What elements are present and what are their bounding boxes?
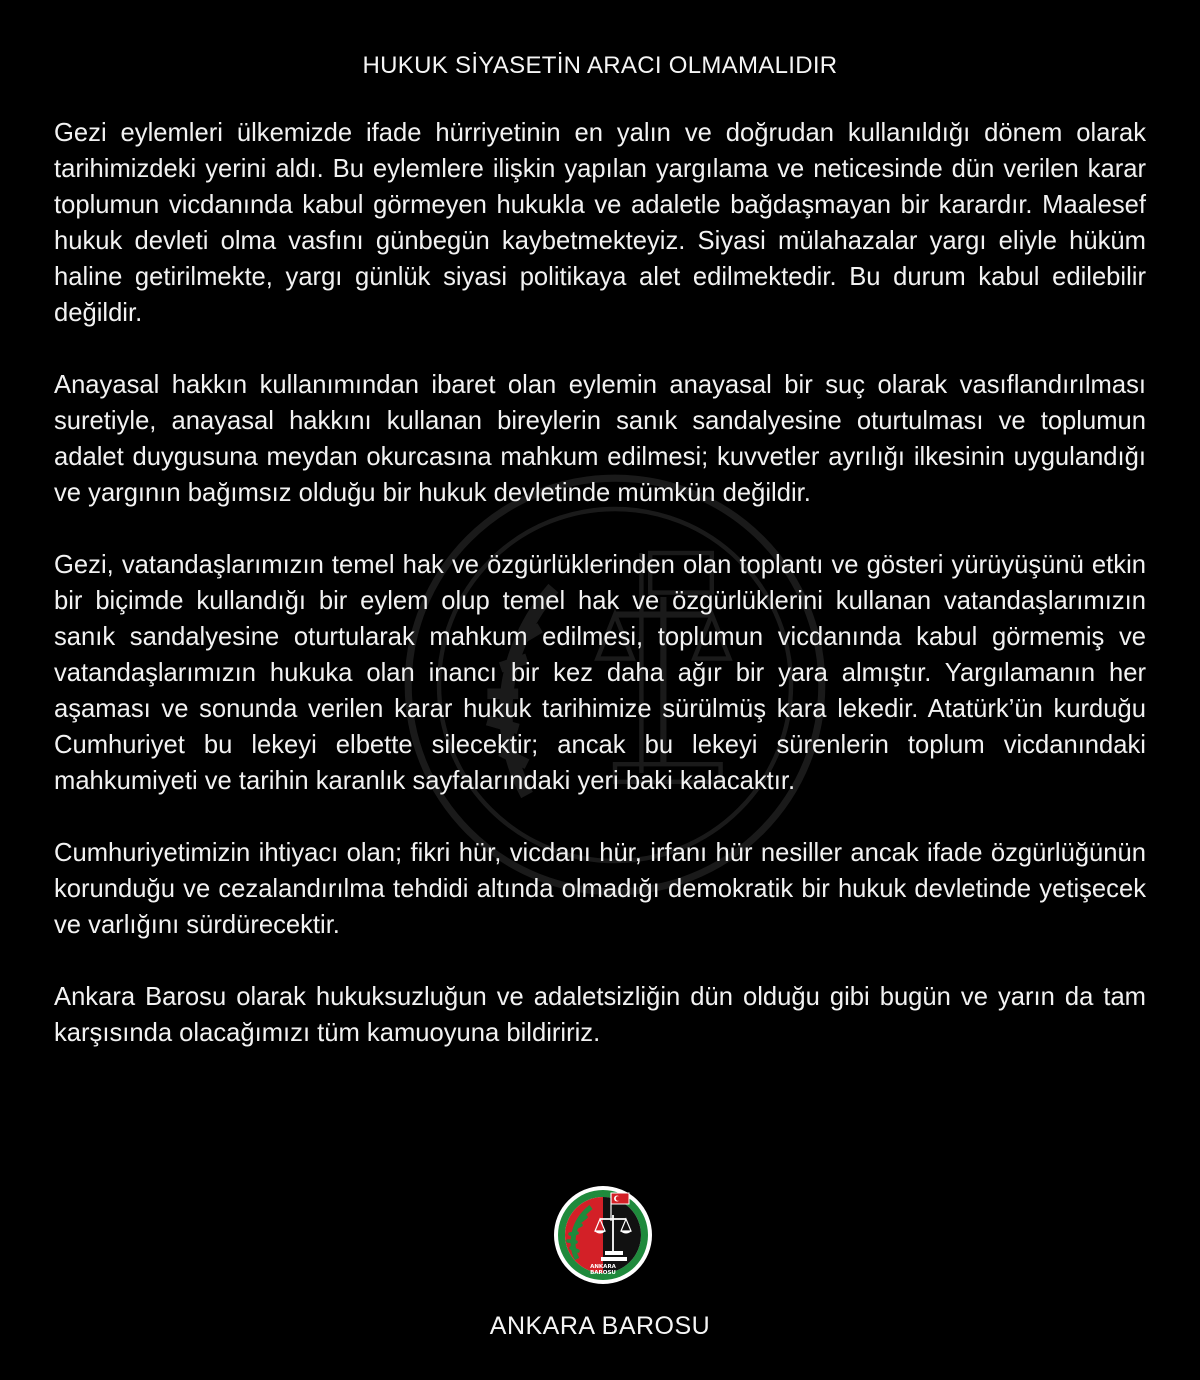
svg-text:ANKARA: ANKARA (590, 1264, 616, 1270)
paragraph: Gezi eylemleri ülkemizde ifade hürriyetinin en yalın ve doğrudan kullanıldığı dönem olarak tarihimizdeki yerini aldı. Bu eylemlere ilişkin yapılan yargılama ve neticesinde dün verilen karar toplumun vicdanında kabul görmeyen hukukla ve adaletle bağdaşmayan bir karardır. Maalesef hukuk devleti olma vasfını günbegün kaybetmekteyiz. Siyasi mülahazalar yargı eliyle hüküm haline getirilmekte, yargı günlük siyasi politikaya alet edilmektedir. Bu durum kabul edilebilir değildir. (54, 119, 1146, 327)
signature: ANKARA BAROSU (489, 1312, 711, 1340)
page-title: HUKUK SİYASETİN ARACI OLMAMALIDIR (362, 52, 838, 79)
paragraph: Anayasal hakkın kullanımından ibaret olan eylemin anayasal bir suç olarak vasıflandırılması suretiyle, anayasal hakkını kullanan bireylerin sanık sandalyesine oturtulması ve toplumun adalet duygusuna meydan okurcasına mahkum edilmesi; kuvvetler ayrılığı ilkesinin uygulandığı ve yargının bağımsız olduğu bir hukuk devletinde mümkün değildir. (54, 371, 1146, 507)
paragraph: Ankara Barosu olarak hukuksuzluğun ve adaletsizliğin dün olduğu gibi bugün ve yarın da tam karşısında olacağımızı tüm kamuoyuna bildiririz. (54, 983, 1146, 1047)
ankara-barosu-emblem-icon (553, 1185, 653, 1285)
document-body (54, 115, 1146, 1087)
paragraph: Cumhuriyetimizin ihtiyacı olan; fikri hür, vicdanı hür, irfanı hür nesiller ancak ifade özgürlüğünün korunduğu ve cezalandırılma tehdidi altında olmadığı demokratik bir hukuk devletinde yetişecek ve varlığını sürdürecektir. (54, 839, 1146, 939)
paragraph: Gezi, vatandaşlarımızın temel hak ve özgürlüklerinden olan toplantı ve gösteri yürüyüşünü etkin bir biçimde kullandığı bir eylem olup temel hak ve özgürlüklerini kullanan vatandaşlarımızın sanık sandalyesine oturtularak mahkum edilmesi, toplumun vicdanında kabul görmemiş ve vatandaşlarımızın hukuka olan inancı bir kez daha ağır bir yara almıştır. Yargılamanın her aşaması ve sonunda verilen karar hukuk tarihimize sürülmüş kara lekedir. Atatürk’ün kurduğu Cumhuriyet bu lekeyi elbette silecektir; ancak bu lekeyi sürenlerin toplum vicdanındaki mahkumiyeti ve tarihin karanlık sayfalarındaki yeri baki kalacaktır. (54, 551, 1146, 795)
svg-text:BAROSU: BAROSU (590, 1270, 616, 1276)
